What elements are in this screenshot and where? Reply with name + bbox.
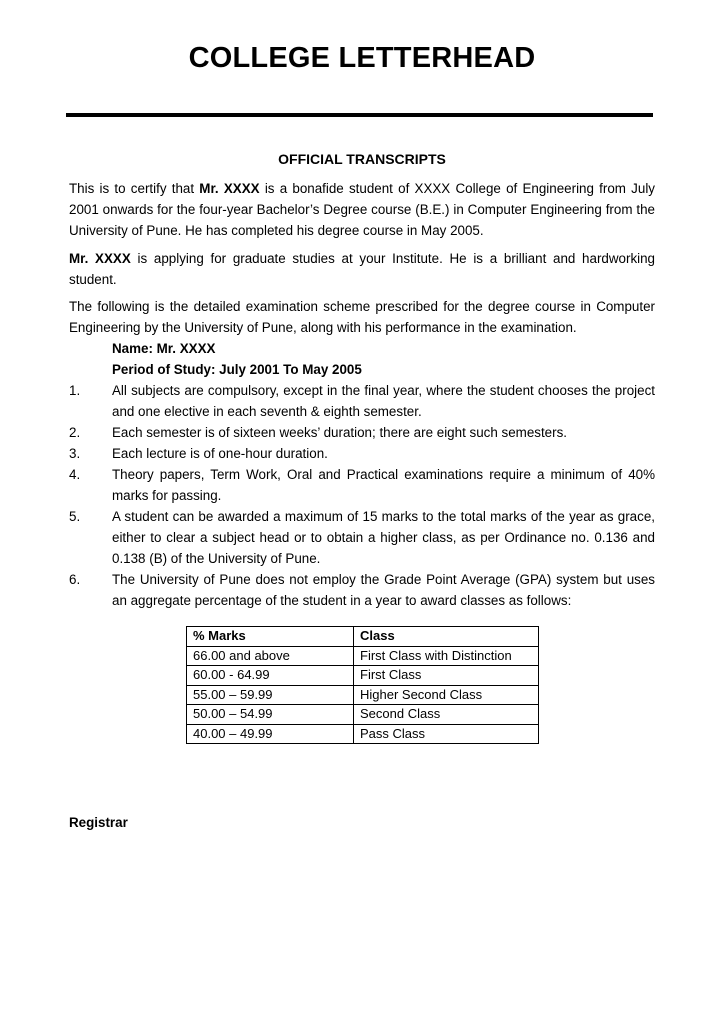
header-marks: % Marks	[187, 627, 354, 647]
class-cell: First Class with Distinction	[354, 646, 539, 666]
period-line: Period of Study: July 2001 To May 2005	[112, 362, 362, 377]
table-row	[187, 685, 539, 705]
name-line: Name: Mr. XXXX	[112, 341, 216, 356]
application-paragraph	[69, 248, 655, 290]
list-text: A student can be awarded a maximum of 15 marks to the total marks of the year as grace, either to clear a subject head or to obtain a higher class, as per Ordinance no. 0.136 and 0.138 (B) of the University of Pune.	[112, 509, 655, 566]
list-number: 2.	[69, 425, 81, 440]
class-cell: Higher Second Class	[354, 685, 539, 705]
list-number: 5.	[69, 509, 81, 524]
para2-rest: is applying for graduate studies at your Institute. He is a brilliant and hardworking student.	[69, 251, 656, 287]
list-item	[69, 506, 655, 569]
list-number: 4.	[69, 467, 81, 482]
para1-rest: is a bonafide student of XXXX College of Engineering from July 2001 onwards for the four-year Bachelor’s Degree course (B.E.) in Computer Engineering from the University of Pune. He has completed his degree course in May 2005.	[69, 181, 655, 238]
list-item	[69, 443, 655, 464]
marks-cell: 60.00 - 64.99	[187, 666, 354, 686]
list-text: Each semester is of sixteen weeks’ duration; there are eight such semesters.	[112, 425, 568, 440]
student-name: Mr. XXXX	[199, 181, 260, 196]
marks-cell: 66.00 and above	[187, 646, 354, 666]
list-number: 1.	[69, 383, 81, 398]
list-item	[69, 464, 655, 506]
table-row	[187, 724, 539, 744]
grading-table	[186, 626, 539, 744]
registrar-signature: Registrar	[69, 815, 128, 830]
para1-lead: This is to certify that	[69, 181, 200, 196]
list-text: Each lecture is of one-hour duration.	[112, 446, 328, 461]
scheme-paragraph: The following is the detailed examination scheme prescribed for the degree course in Computer Engineering by the University of Pune, along with his performance in the examination.	[69, 299, 655, 335]
class-cell: Pass Class	[354, 724, 539, 744]
list-item	[69, 380, 655, 422]
document-title: OFFICIAL TRANSCRIPTS	[278, 151, 446, 167]
table-row	[187, 705, 539, 725]
table-row	[187, 646, 539, 666]
class-cell: Second Class	[354, 705, 539, 725]
list-item	[69, 569, 655, 611]
rules-list	[69, 380, 655, 611]
table-header-row	[187, 627, 539, 647]
certification-paragraph	[69, 178, 655, 241]
list-number: 6.	[69, 572, 81, 587]
marks-cell: 50.00 – 54.99	[187, 705, 354, 725]
list-item	[69, 422, 655, 443]
letterhead-title: COLLEGE LETTERHEAD	[188, 42, 536, 74]
list-text: Theory papers, Term Work, Oral and Practical examinations require a minimum of 40% marks for passing.	[112, 467, 655, 503]
list-text: All subjects are compulsory, except in the final year, where the student chooses the project and one elective in each seventh & eighth semester.	[112, 383, 655, 419]
list-number: 3.	[69, 446, 81, 461]
marks-cell: 40.00 – 49.99	[187, 724, 354, 744]
list-text: The University of Pune does not employ the Grade Point Average (GPA) system but uses an aggregate percentage of the student in a year to award classes as follows:	[112, 572, 655, 608]
marks-cell: 55.00 – 59.99	[187, 685, 354, 705]
header-divider	[66, 113, 653, 117]
student-name: Mr. XXXX	[69, 251, 131, 266]
header-class: Class	[354, 627, 539, 647]
table-row	[187, 666, 539, 686]
class-cell: First Class	[354, 666, 539, 686]
